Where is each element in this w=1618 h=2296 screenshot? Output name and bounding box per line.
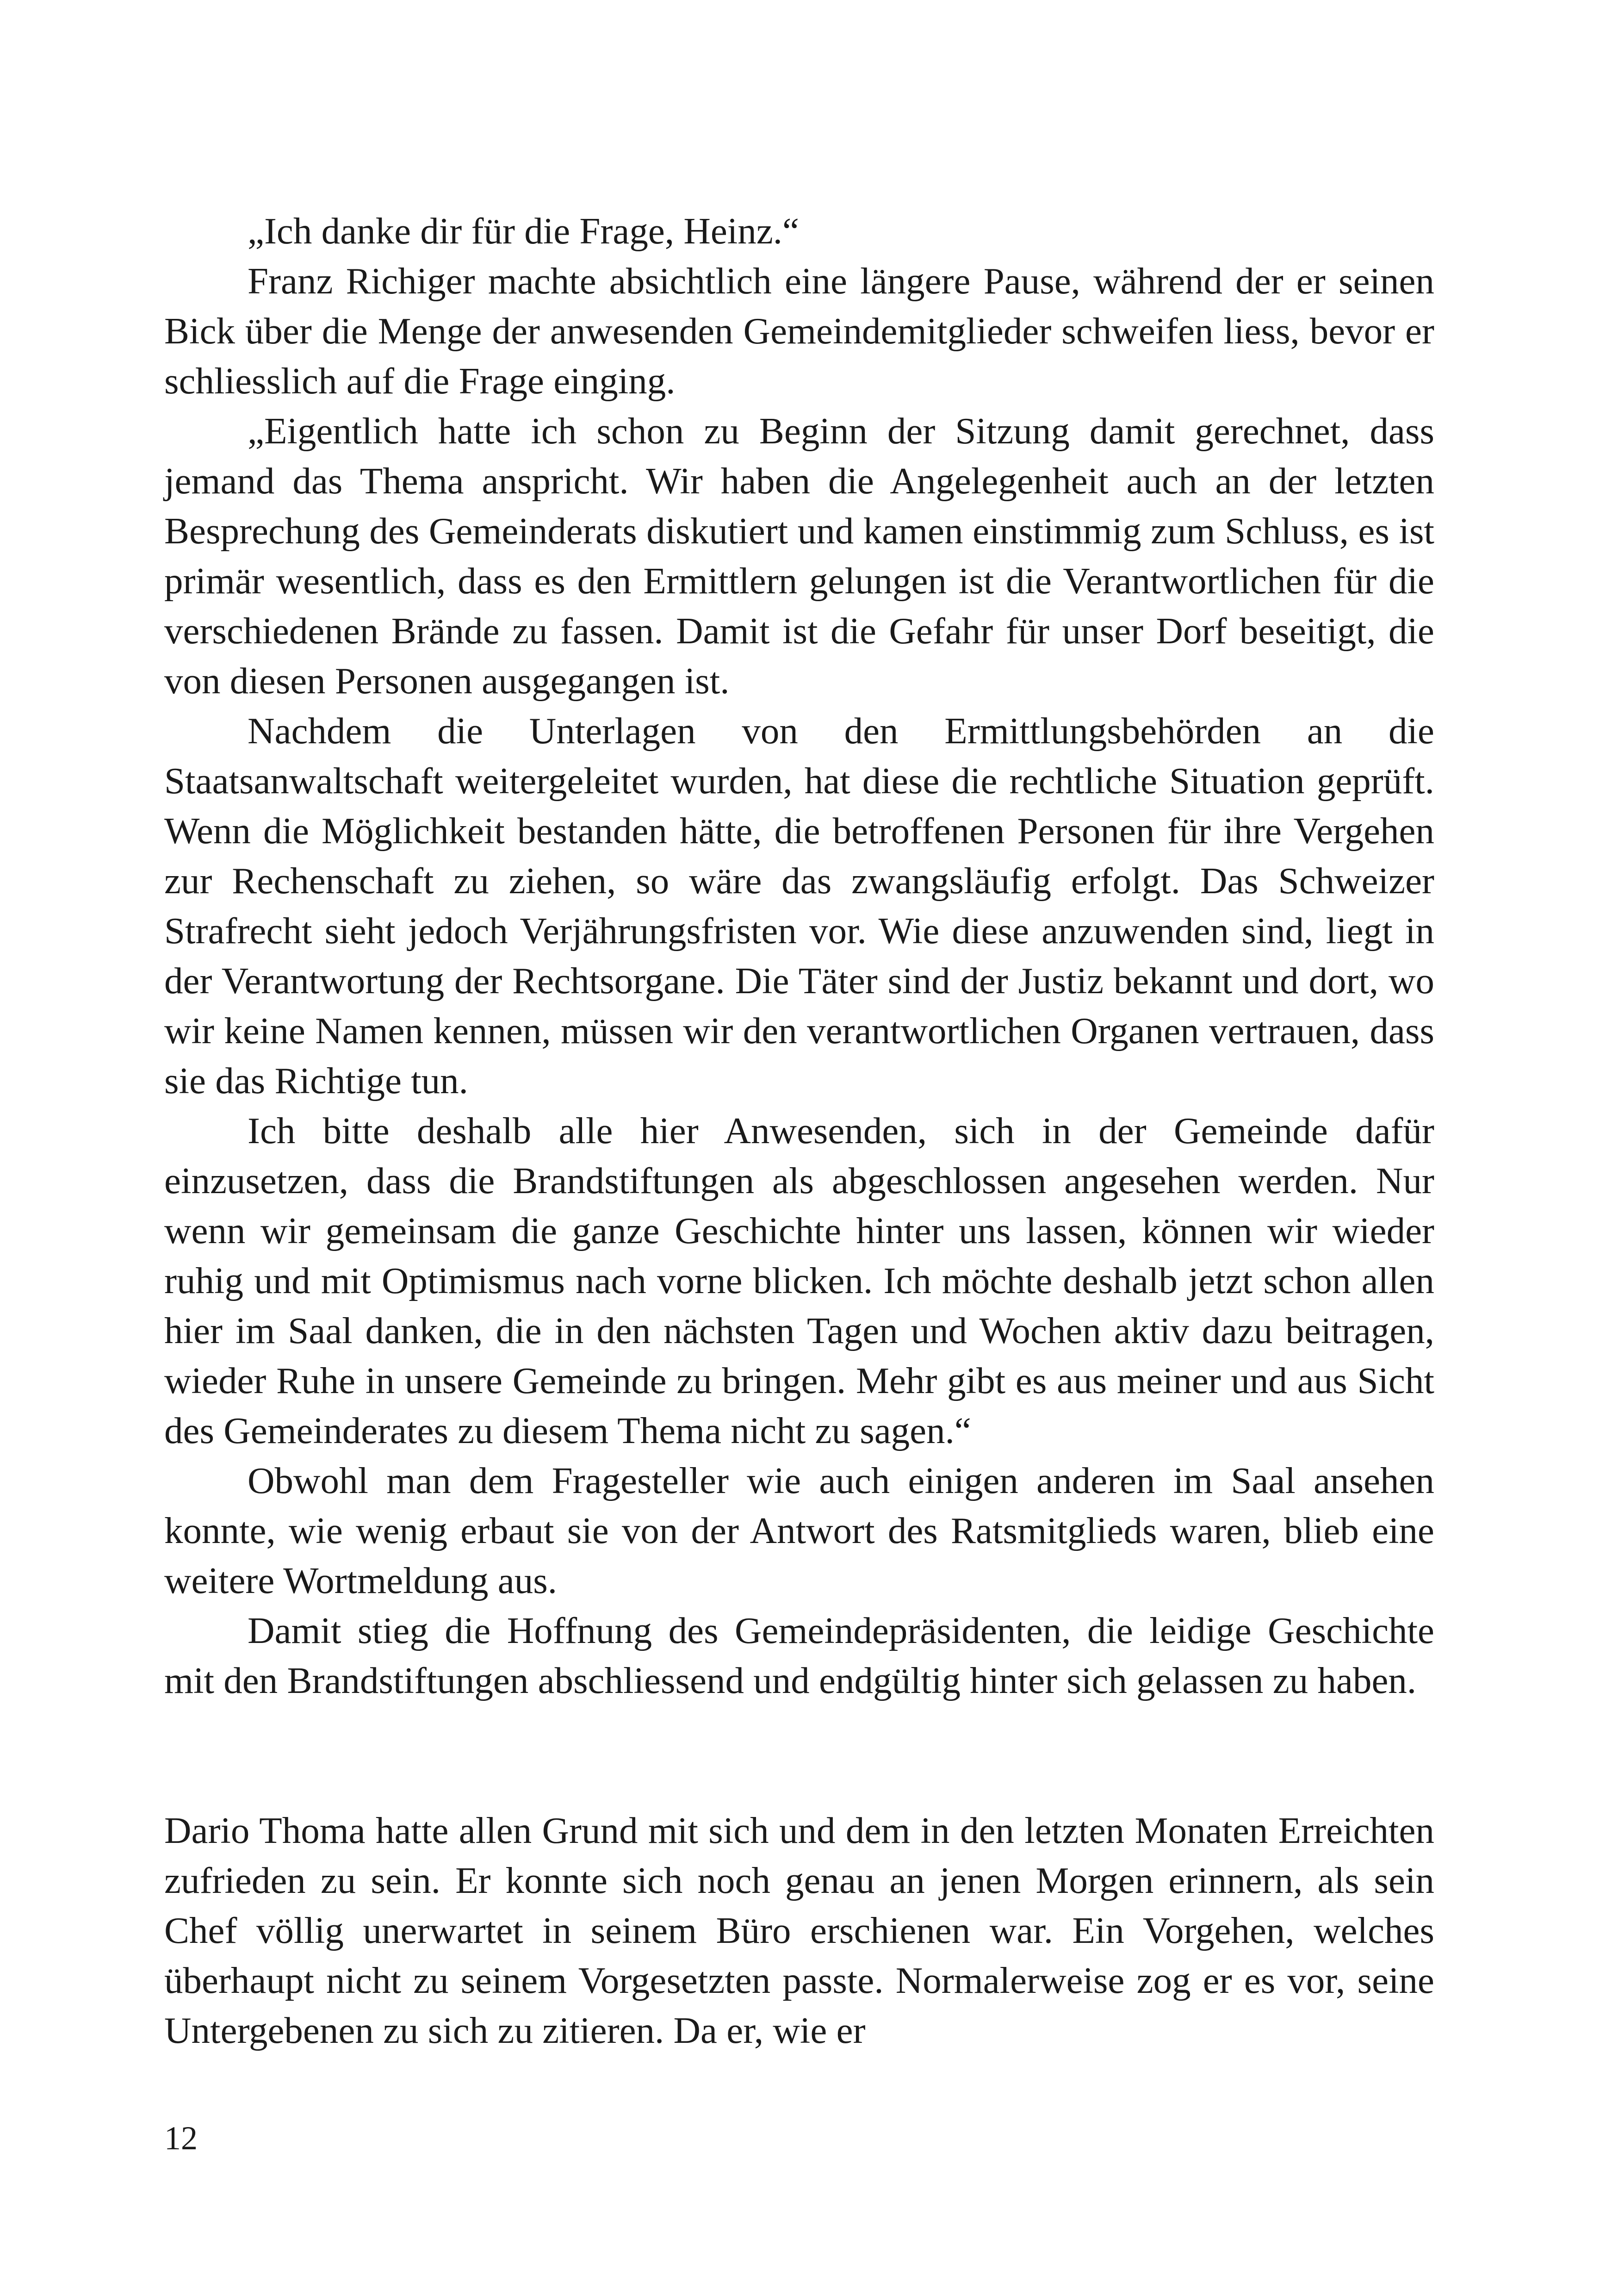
paragraph-8: Dario Thoma hatte allen Grund mit sich und dem in den letzten Monaten Erreichten zufrieden zu sein. Er konnte sich noch genau an jenen Morgen erinnern, als sein Chef völlig unerwartet in seinem Büro erschienen war. Ein Vorgehen, welches überhaupt nicht zu seinem Vorgesetzten passte. Normalerweise zog er es vor, seine Untergebenen zu sich zu zitieren. Da er, wie er [164, 1810, 1434, 2051]
page-number: 12 [164, 2120, 198, 2157]
paragraph-1: „Ich danke dir für die Frage, Heinz.“ [248, 210, 799, 252]
body-text [164, 206, 1434, 2055]
paragraph-4: Nachdem die Unterlagen von den Ermittlungsbehörden an die Staatsanwaltschaft weitergeleitet wurden, hat diese die rechtliche Situation geprüft. Wenn die Möglichkeit bestanden hätte, die betroffenen Personen für ihre Vergehen zur Rechenschaft zu ziehen, so wäre das zwangsläufig erfolgt. Das Schweizer Strafrecht sieht jedoch Verjährungsfristen vor. Wie diese anzuwenden sind, liegt in der Verantwortung der Rechtsorgane. Die Täter sind der Justiz bekannt und dort, wo wir keine Namen kennen, müssen wir den verantwortlichen Organen vertrauen, dass sie das Richtige tun. [164, 710, 1434, 1101]
paragraph-2: Franz Richiger machte absichtlich eine längere Pause, während der er seinen Bick über die Menge der anwesenden Gemeindemitglieder schweifen liess, bevor er schliesslich auf die Frage einging. [164, 260, 1434, 402]
paragraph-6: Obwohl man dem Fragesteller wie auch einigen anderen im Saal ansehen konnte, wie wenig erbaut sie von der Antwort des Ratsmitglieds waren, blieb eine weitere Wortmeldung aus. [164, 1460, 1434, 1601]
paragraph-3: „Eigentlich hatte ich schon zu Beginn der Sitzung damit gerechnet, dass jemand das Thema anspricht. Wir haben die Angelegenheit auch an der letzten Besprechung des Gemeinderats diskutiert und kamen einstimmig zum Schluss, es ist primär wesentlich, dass es den Ermittlern gelungen ist die Verantwortlichen für die verschiedenen Brände zu fassen. Damit ist die Gefahr für unser Dorf beseitigt, die von diesen Personen ausgegangen ist. [164, 410, 1434, 702]
paragraph-5: Ich bitte deshalb alle hier Anwesenden, sich in der Gemeinde dafür einzusetzen, dass die Brandstiftungen als abgeschlossen angesehen werden. Nur wenn wir gemeinsam die ganze Geschichte hinter uns lassen, können wir wieder ruhig und mit Optimismus nach vorne blicken. Ich möchte deshalb jetzt schon allen hier im Saal danken, die in den nächsten Tagen und Wochen aktiv dazu beitragen, wieder Ruhe in unsere Gemeinde zu bringen. Mehr gibt es aus meiner und aus Sicht des Gemeinderates zu diesem Thema nicht zu sagen.“ [164, 1110, 1434, 1451]
paragraph-7: Damit stieg die Hoffnung des Gemeindepräsidenten, die leidige Geschichte mit den Brandstiftungen abschliessend und endgültig hinter sich gelassen zu haben. [164, 1610, 1434, 1701]
